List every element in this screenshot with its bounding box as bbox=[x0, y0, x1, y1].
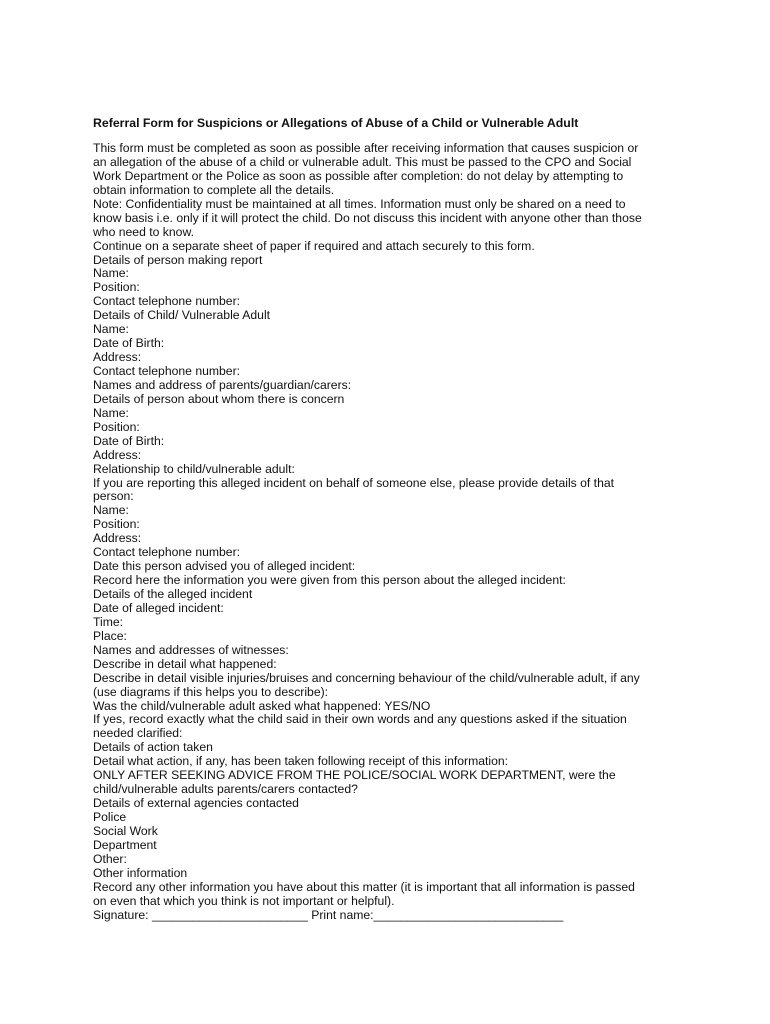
document-line: Social Work bbox=[93, 823, 158, 838]
document-line: Contact telephone number: bbox=[93, 294, 241, 309]
document-line: Describe in detail what happened: bbox=[93, 656, 277, 671]
document-line: Work Department or the Police as soon as possible after completion: do not delay by attempting to bbox=[93, 168, 624, 183]
document-line: Name: bbox=[93, 322, 129, 337]
document-line: person: bbox=[93, 489, 134, 504]
document-line: Details of action taken bbox=[93, 740, 213, 755]
document-line: Record any other information you have about this matter (it is important that all information is passed bbox=[93, 879, 635, 894]
document-line: child/vulnerable adults parents/carers contacted? bbox=[93, 782, 358, 797]
document-line: Relationship to child/vulnerable adult: bbox=[93, 461, 295, 476]
document-line: Place: bbox=[93, 628, 127, 643]
document-line: Names and address of parents/guardian/carers: bbox=[93, 377, 352, 392]
document-line: Position: bbox=[93, 419, 140, 434]
document-body bbox=[93, 142, 693, 923]
document-line: Time: bbox=[93, 614, 124, 629]
document-line: Department bbox=[93, 837, 157, 852]
document-line: on even that which you think is not important or helpful). bbox=[93, 893, 395, 908]
document-line: Date this person advised you of alleged incident: bbox=[93, 559, 356, 574]
document-line: Note: Confidentiality must be maintained at all times. Information must only be shared on a need to bbox=[93, 196, 626, 211]
document-line: ONLY AFTER SEEKING ADVICE FROM THE POLICE/SOCIAL WORK DEPARTMENT, were the bbox=[93, 768, 616, 783]
document-line: Name: bbox=[93, 405, 129, 420]
document-line: Position: bbox=[93, 517, 140, 532]
document-line: Details of person making report bbox=[93, 252, 263, 267]
document-line: Address: bbox=[93, 531, 142, 546]
document-line: Continue on a separate sheet of paper if required and attach securely to this form. bbox=[93, 238, 535, 253]
document-line: Signature: _______________________ Print name:____________________________ bbox=[93, 907, 564, 922]
document-line: This form must be completed as soon as possible after receiving information that causes suspicion or bbox=[93, 141, 639, 155]
document-line: Record here the information you were given from this person about the alleged incident: bbox=[93, 573, 566, 588]
document-line: Contact telephone number: bbox=[93, 364, 241, 378]
document-line: Describe in detail visible injuries/bruises and concerning behaviour of the child/vulnerable adult, if any bbox=[93, 670, 640, 685]
document-line: Details of the alleged incident bbox=[93, 587, 253, 601]
document-line: Name: bbox=[93, 503, 129, 518]
document-line: Was the child/vulnerable adult asked what happened: YES/NO bbox=[93, 698, 431, 713]
document-line: who need to know. bbox=[93, 224, 194, 239]
document-line: obtain information to complete all the details. bbox=[93, 182, 335, 197]
document-line: an allegation of the abuse of a child or vulnerable adult. This must be passed to the CPO and Social bbox=[93, 154, 632, 169]
document-line: (use diagrams if this helps you to describe): bbox=[93, 684, 329, 699]
document-line: Names and addresses of witnesses: bbox=[93, 642, 289, 657]
document-line: Details of person about whom there is concern bbox=[93, 391, 345, 406]
document-line: Address: bbox=[93, 350, 142, 365]
document-line: Date of alleged incident: bbox=[93, 600, 224, 615]
document-line: If you are reporting this alleged incident on behalf of someone else, please provide details of that bbox=[93, 475, 615, 490]
document-line: Detail what action, if any, has been taken following receipt of this information: bbox=[93, 754, 509, 769]
document-line: Date of Birth: bbox=[93, 336, 165, 351]
document-line: Details of Child/ Vulnerable Adult bbox=[93, 308, 271, 323]
document-line: Position: bbox=[93, 280, 140, 295]
document-line: If yes, record exactly what the child said in their own words and any questions asked if the situation bbox=[93, 712, 627, 727]
document-line: Other information bbox=[93, 865, 188, 880]
document-line: Contact telephone number: bbox=[93, 545, 241, 560]
document-line: Address: bbox=[93, 447, 142, 462]
document-line: Date of Birth: bbox=[93, 433, 165, 448]
document-line: Other: bbox=[93, 851, 127, 866]
document-line: know basis i.e. only if it will protect the child. Do not discuss this incident with anyone other than those bbox=[93, 210, 642, 225]
document-line: needed clarified: bbox=[93, 726, 183, 741]
document-line: Details of external agencies contacted bbox=[93, 796, 299, 811]
document-line: Police bbox=[93, 810, 127, 824]
document-line: Name: bbox=[93, 266, 129, 281]
document-title: Referral Form for Suspicions or Allegations of Abuse of a Child or Vulnerable Adult bbox=[93, 116, 579, 130]
